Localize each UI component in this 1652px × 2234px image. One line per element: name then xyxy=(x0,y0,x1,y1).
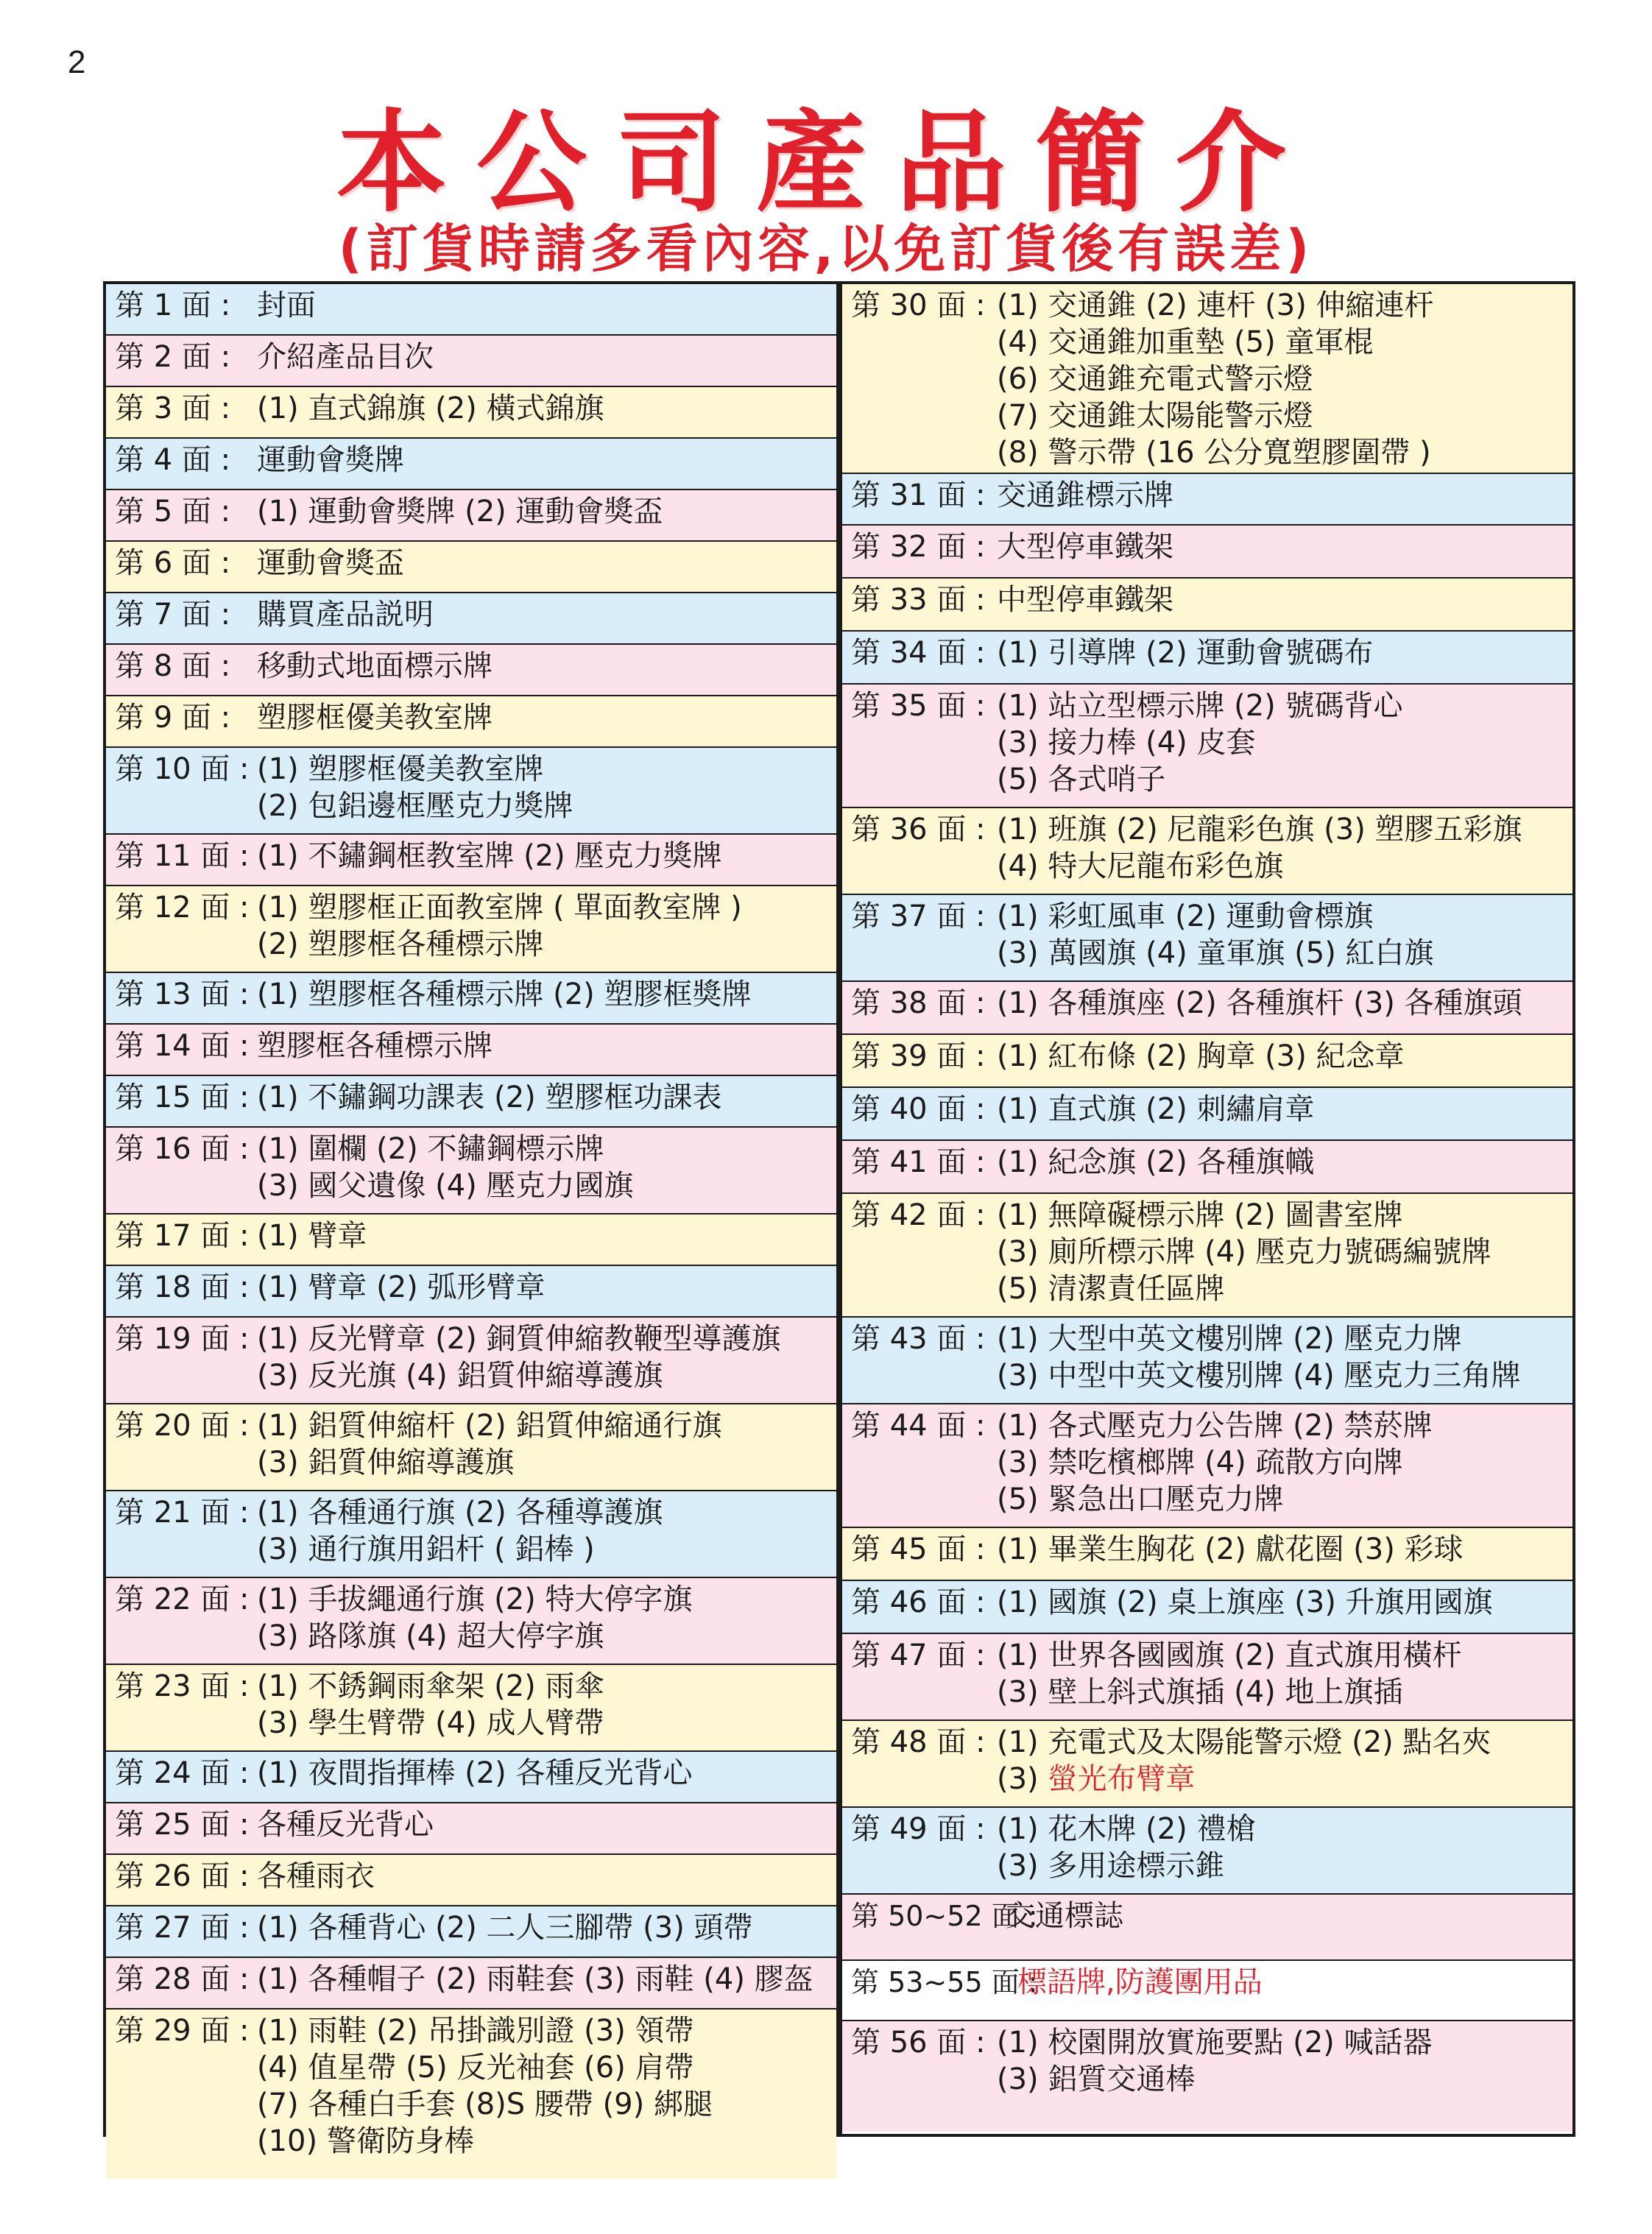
list-item xyxy=(106,973,836,1025)
item-line: (3) 多用途標示錐 xyxy=(997,1849,1225,1883)
item-line: (3) 壁上斜式旗插 (4) 地上旗插 xyxy=(997,1675,1403,1709)
item-content xyxy=(257,1909,753,1946)
list-item xyxy=(842,1141,1572,1194)
item-content xyxy=(997,1811,1255,1884)
list-item xyxy=(842,1318,1572,1404)
item-line: (1) 無障礙標示牌 (2) 圖書室牌 xyxy=(997,1198,1403,1232)
item-line: (4) 特大尼龍布彩色旗 xyxy=(997,849,1284,883)
page-label: 第 1 面 : xyxy=(115,289,231,322)
page-label: 第 20 面 : xyxy=(115,1409,250,1443)
item-content xyxy=(997,985,1522,1022)
item-content xyxy=(257,1269,545,1306)
item-line: 購買產品説明 xyxy=(257,598,434,632)
page-label: 第 9 面 : xyxy=(115,701,231,735)
page-label: 第 44 面 : xyxy=(851,1409,986,1443)
item-line: (1) 手拔繩通行旗 (2) 特大停字旗 xyxy=(257,1583,693,1616)
list-item xyxy=(842,632,1572,685)
item-line: (1) 塑膠框優美教室牌 xyxy=(257,752,544,786)
item-line: (1) 站立型標示牌 (2) 號碼背心 xyxy=(997,689,1403,723)
product-list-left-column xyxy=(103,281,839,2158)
item-line: (3) 通行旗用鋁杆 ( 鋁棒 ) xyxy=(257,1533,595,1566)
list-item xyxy=(842,1088,1572,1141)
list-item xyxy=(106,696,836,748)
item-content xyxy=(257,390,604,427)
item-content xyxy=(997,1091,1314,1128)
list-item xyxy=(842,1808,1572,1895)
page-label: 第 17 面 : xyxy=(115,1219,250,1253)
list-item xyxy=(842,685,1572,808)
item-line: (3) 廁所標示牌 (4) 壓克力號碼編號牌 xyxy=(997,1235,1492,1269)
list-item xyxy=(842,2021,1572,2132)
list-item xyxy=(106,1906,836,1958)
item-content xyxy=(257,1668,604,1742)
item-line: (1) 夜間指揮棒 (2) 各種反光背心 xyxy=(257,1756,693,1790)
page-title: 本公司產品簡介 xyxy=(336,99,1316,227)
item-content xyxy=(257,1581,692,1655)
page-label: 第 21 面 : xyxy=(115,1496,250,1530)
item-line: 運動會獎牌 xyxy=(257,443,404,477)
page-label: 第 53~55 面 : xyxy=(851,1966,1038,1998)
list-item xyxy=(842,474,1572,526)
page-label: 第 45 面 : xyxy=(851,1533,986,1566)
page-label: 第 6 面 : xyxy=(115,546,231,580)
page-label: 第 32 面 : xyxy=(851,530,986,564)
item-line: (3) 國父遺像 (4) 壓克力國旗 xyxy=(257,1169,634,1203)
list-item xyxy=(106,1958,836,2009)
item-line: 介紹產品目次 xyxy=(257,340,434,374)
list-item xyxy=(106,1803,836,1855)
item-line: (5) 緊急出口壓克力牌 xyxy=(997,1482,1284,1516)
item-line: (1) 畢業生胸花 (2) 獻花圈 (3) 彩球 xyxy=(997,1533,1464,1566)
item-line: (1) 圍欄 (2) 不鏽鋼標示牌 xyxy=(257,1132,604,1166)
page-label: 第 39 面 : xyxy=(851,1039,986,1073)
list-item xyxy=(842,579,1572,632)
item-line: (1) 紅布條 (2) 胸章 (3) 紀念章 xyxy=(997,1039,1405,1073)
list-item xyxy=(842,1035,1572,1088)
item-content xyxy=(257,596,434,633)
item-content xyxy=(257,1217,367,1254)
item-line: 中型停車鐵架 xyxy=(997,583,1173,617)
item-line: (2) 包鋁邊框壓克力獎牌 xyxy=(257,789,573,823)
list-item xyxy=(106,1266,836,1318)
page-label: 第 4 面 : xyxy=(115,443,231,477)
item-line: (1) 校園開放實施要點 (2) 喊話器 xyxy=(997,2026,1433,2060)
item-content xyxy=(997,898,1434,972)
item-line: (6) 交通錐充電式警示燈 xyxy=(997,362,1313,396)
page-label: 第 23 面 : xyxy=(115,1669,250,1703)
item-line: (1) 雨鞋 (2) 吊掛識別證 (3) 領帶 xyxy=(257,2014,694,2048)
item-content xyxy=(257,287,316,324)
page-number: 2 xyxy=(68,44,86,80)
list-item xyxy=(106,1578,836,1665)
page-label: 第 43 面 : xyxy=(851,1322,986,1356)
item-line: (1) 各種通行旗 (2) 各種導護旗 xyxy=(257,1496,663,1530)
item-content xyxy=(257,648,493,685)
page-label: 第 15 面 : xyxy=(115,1081,250,1114)
page-label: 第 42 面 : xyxy=(851,1198,986,1232)
item-content xyxy=(997,687,1402,798)
page-label: 第 14 面 : xyxy=(115,1029,250,1063)
page-label: 第 25 面 : xyxy=(115,1808,250,1842)
item-content xyxy=(997,811,1522,885)
item-content xyxy=(1017,1964,1263,2001)
list-item xyxy=(106,336,836,387)
page-label: 第 30 面 : xyxy=(851,289,986,322)
highlighted-text: 螢光布臂章 xyxy=(1048,1762,1196,1796)
item-content xyxy=(997,1724,1491,1798)
list-item xyxy=(106,886,836,973)
item-line: (1) 充電式及太陽能警示燈 (2) 點名夾 xyxy=(997,1725,1492,1759)
list-item xyxy=(842,895,1572,982)
item-line: (3) 萬國旗 (4) 童軍旗 (5) 紅白旗 xyxy=(997,936,1434,970)
item-content xyxy=(257,442,404,478)
item-line: (1) 塑膠框各種標示牌 (2) 塑膠框獎牌 xyxy=(257,978,752,1011)
item-line: (1) 運動會獎牌 (2) 運動會獎盃 xyxy=(257,495,663,529)
item-line: 交通標誌 xyxy=(1006,1899,1123,1933)
list-item xyxy=(106,542,836,593)
item-content xyxy=(257,545,404,582)
item-content xyxy=(257,1494,663,1568)
list-item xyxy=(106,1318,836,1404)
item-content xyxy=(257,1321,780,1394)
page-label: 第 12 面 : xyxy=(115,891,250,925)
list-item xyxy=(106,2009,836,2179)
list-item xyxy=(842,1194,1572,1318)
item-line: 封面 xyxy=(257,289,316,322)
page-label: 第 26 面 : xyxy=(115,1859,250,1893)
item-content xyxy=(997,1197,1491,1307)
page-label: 第 5 面 : xyxy=(115,495,231,529)
page-label: 第 37 面 : xyxy=(851,899,986,933)
item-content xyxy=(257,493,663,530)
item-content xyxy=(257,889,742,963)
item-line: (1) 花木牌 (2) 禮槍 xyxy=(997,1812,1256,1846)
page-label: 第 56 面 : xyxy=(851,2026,986,2060)
page-label: 第 7 面 : xyxy=(115,598,231,632)
item-line: (2) 塑膠框各種標示牌 xyxy=(257,927,544,961)
item-content xyxy=(997,1144,1314,1181)
item-line: (7) 交通錐太陽能警示燈 xyxy=(997,399,1313,433)
item-line: (3) 學生臂帶 (4) 成人臂帶 xyxy=(257,1706,604,1740)
item-line: 各種雨衣 xyxy=(257,1859,375,1893)
page-label: 第 19 面 : xyxy=(115,1322,250,1356)
item-line xyxy=(997,1761,1491,1798)
list-item xyxy=(106,387,836,439)
item-line: 塑膠框優美教室牌 xyxy=(257,701,493,735)
item-line: (8) 警示帶 (16 公分寬塑膠圍帶 ) xyxy=(997,436,1431,470)
item-line: 各種反光背心 xyxy=(257,1808,434,1842)
page-label: 第 49 面 : xyxy=(851,1812,986,1846)
item-line: (7) 各種白手套 (8)S 腰帶 (9) 綁腿 xyxy=(257,2088,713,2121)
page-label: 第 22 面 : xyxy=(115,1583,250,1616)
page-label: 第 36 面 : xyxy=(851,813,986,846)
item-content xyxy=(257,1407,721,1481)
product-list-right-column xyxy=(839,281,1575,2137)
page-label: 第 35 面 : xyxy=(851,689,986,723)
page-label: 第 28 面 : xyxy=(115,1962,250,1996)
list-item xyxy=(842,1581,1572,1634)
item-content xyxy=(257,1858,375,1895)
item-content xyxy=(257,1079,721,1116)
item-line: (1) 塑膠框正面教室牌 ( 單面教室牌 ) xyxy=(257,891,742,925)
item-line: (4) 交通錐加重墊 (5) 童軍棍 xyxy=(997,325,1374,359)
list-item xyxy=(106,1076,836,1128)
item-line: (1) 不鏽鋼框教室牌 (2) 壓克力獎牌 xyxy=(257,839,722,873)
page-label: 第 10 面 : xyxy=(115,752,250,786)
list-item xyxy=(106,593,836,645)
item-line: (1) 各種旗座 (2) 各種旗杆 (3) 各種旗頭 xyxy=(997,986,1522,1020)
list-item xyxy=(842,982,1572,1035)
list-item xyxy=(842,1404,1572,1528)
item-line: (1) 引導牌 (2) 運動會號碼布 xyxy=(997,636,1374,670)
list-item xyxy=(106,748,836,835)
list-item xyxy=(842,808,1572,895)
item-content xyxy=(997,1584,1493,1621)
item-line: (1) 不銹鋼雨傘架 (2) 雨傘 xyxy=(257,1669,604,1703)
item-line: (5) 各式哨子 xyxy=(997,763,1166,796)
item-line: (1) 臂章 xyxy=(257,1219,367,1253)
list-item xyxy=(842,1961,1572,2021)
item-line: 交通錐標示牌 xyxy=(997,478,1173,512)
item-content xyxy=(997,287,1434,471)
item-line: (1) 交通錐 (2) 連杆 (3) 伸縮連杆 xyxy=(997,289,1434,322)
item-line: (4) 值星帶 (5) 反光袖套 (6) 肩帶 xyxy=(257,2051,694,2085)
list-item xyxy=(106,1128,836,1215)
item-line: (1) 各式壓克力公告牌 (2) 禁菸牌 xyxy=(997,1409,1433,1443)
page-label: 第 47 面 : xyxy=(851,1639,986,1672)
item-content xyxy=(257,1806,434,1843)
item-content xyxy=(257,1028,493,1064)
item-content xyxy=(257,1755,692,1792)
item-line: (3) 鋁質伸縮導護旗 xyxy=(257,1446,515,1480)
item-line: (1) 國旗 (2) 桌上旗座 (3) 升旗用國旗 xyxy=(997,1586,1493,1619)
item-line: (1) 反光臂章 (2) 銅質伸縮教鞭型導護旗 xyxy=(257,1322,781,1356)
item-line: 大型停車鐵架 xyxy=(997,530,1173,564)
list-item xyxy=(106,1665,836,1752)
page-label: 第 48 面 : xyxy=(851,1725,986,1759)
item-line: 運動會獎盃 xyxy=(257,546,404,580)
page-label: 第 50~52 面 : xyxy=(851,1900,1038,1932)
list-item xyxy=(106,835,836,886)
item-content xyxy=(997,529,1173,565)
page-subtitle: (訂貨時請多看內容,以免訂貨後有誤差) xyxy=(338,219,1314,279)
page-label: 第 18 面 : xyxy=(115,1270,250,1304)
item-content xyxy=(1006,1898,1123,1934)
list-item xyxy=(106,439,836,490)
item-line: (1) 直式錦旗 (2) 橫式錦旗 xyxy=(257,392,604,425)
list-item xyxy=(842,284,1572,474)
item-line: (3) 接力棒 (4) 皮套 xyxy=(997,726,1256,760)
page-label: 第 33 面 : xyxy=(851,583,986,617)
item-number: (3) xyxy=(997,1762,1048,1796)
list-item xyxy=(106,645,836,696)
item-content xyxy=(997,1531,1464,1568)
item-line: (5) 清潔責任區牌 xyxy=(997,1272,1225,1306)
item-line: (3) 反光旗 (4) 鋁質伸縮導護旗 xyxy=(257,1359,663,1393)
item-content xyxy=(997,1321,1520,1394)
list-item xyxy=(106,284,836,336)
item-line: (1) 直式旗 (2) 刺繡肩章 xyxy=(997,1092,1315,1126)
page-label: 第 13 面 : xyxy=(115,978,250,1011)
page-label: 第 31 面 : xyxy=(851,478,986,512)
list-item xyxy=(842,1634,1572,1721)
item-line: 塑膠框各種標示牌 xyxy=(257,1029,493,1063)
page-label: 第 24 面 : xyxy=(115,1756,250,1790)
page-label: 第 8 面 : xyxy=(115,649,231,683)
item-content xyxy=(257,976,751,1013)
item-line: 移動式地面標示牌 xyxy=(257,649,493,683)
item-line: (1) 大型中英文樓別牌 (2) 壓克力牌 xyxy=(997,1322,1462,1356)
item-line: (1) 臂章 (2) 弧形臂章 xyxy=(257,1270,546,1304)
page-label: 第 40 面 : xyxy=(851,1092,986,1126)
page-label: 第 46 面 : xyxy=(851,1586,986,1619)
page-label: 第 16 面 : xyxy=(115,1132,250,1166)
page-label: 第 2 面 : xyxy=(115,340,231,374)
list-item xyxy=(106,1215,836,1266)
item-content xyxy=(257,838,721,874)
item-content xyxy=(997,635,1373,671)
item-content xyxy=(257,699,493,736)
item-line: (3) 鋁質交通棒 xyxy=(997,2062,1196,2096)
page-label: 第 34 面 : xyxy=(851,636,986,670)
item-line: (1) 世界各國國旗 (2) 直式旗用橫杆 xyxy=(997,1639,1462,1672)
item-line: (1) 各種背心 (2) 二人三腳帶 (3) 頭帶 xyxy=(257,1911,753,1945)
item-content xyxy=(997,477,1173,514)
page-label: 第 41 面 : xyxy=(851,1145,986,1179)
item-line: (1) 各種帽子 (2) 雨鞋套 (3) 雨鞋 (4) 膠盔 xyxy=(257,1962,813,1996)
item-line: (1) 班旗 (2) 尼龍彩色旗 (3) 塑膠五彩旗 xyxy=(997,813,1522,846)
item-content xyxy=(257,2012,713,2160)
item-content xyxy=(257,339,434,375)
list-item xyxy=(106,1855,836,1906)
item-line: (3) 路隊旗 (4) 超大停字旗 xyxy=(257,1619,604,1653)
item-line: (3) 中型中英文樓別牌 (4) 壓克力三角牌 xyxy=(997,1359,1521,1393)
page-label: 第 29 面 : xyxy=(115,2014,250,2048)
list-item xyxy=(106,1491,836,1578)
item-content xyxy=(997,1637,1461,1711)
item-content xyxy=(997,582,1173,618)
list-item xyxy=(106,1404,836,1491)
list-item xyxy=(842,526,1572,579)
item-content xyxy=(257,1131,633,1204)
item-line: (1) 紀念旗 (2) 各種旗幟 xyxy=(997,1145,1315,1179)
item-line: (1) 彩虹風車 (2) 運動會標旗 xyxy=(997,899,1374,933)
list-item xyxy=(106,1025,836,1076)
item-line: (1) 鋁質伸縮杆 (2) 鋁質伸縮通行旗 xyxy=(257,1409,722,1443)
page-label: 第 38 面 : xyxy=(851,986,986,1020)
item-line: (3) 禁吃檳榔牌 (4) 疏散方向牌 xyxy=(997,1446,1403,1480)
item-content xyxy=(257,1961,813,1998)
page-label: 第 11 面 : xyxy=(115,839,250,873)
list-item xyxy=(106,490,836,542)
item-line: (10) 警衛防身棒 xyxy=(257,2124,474,2158)
list-item xyxy=(842,1895,1572,1961)
item-content xyxy=(997,1038,1405,1075)
item-content xyxy=(997,2024,1432,2098)
item-content xyxy=(997,1407,1432,1518)
item-line: 標語牌,防護團用品 xyxy=(1017,1965,1263,1999)
page-label: 第 27 面 : xyxy=(115,1911,250,1945)
list-item xyxy=(842,1721,1572,1808)
item-content xyxy=(257,751,573,824)
list-item xyxy=(106,1752,836,1803)
page-label: 第 3 面 : xyxy=(115,392,231,425)
list-item xyxy=(842,1528,1572,1581)
item-line: (1) 不鏽鋼功課表 (2) 塑膠框功課表 xyxy=(257,1081,722,1114)
